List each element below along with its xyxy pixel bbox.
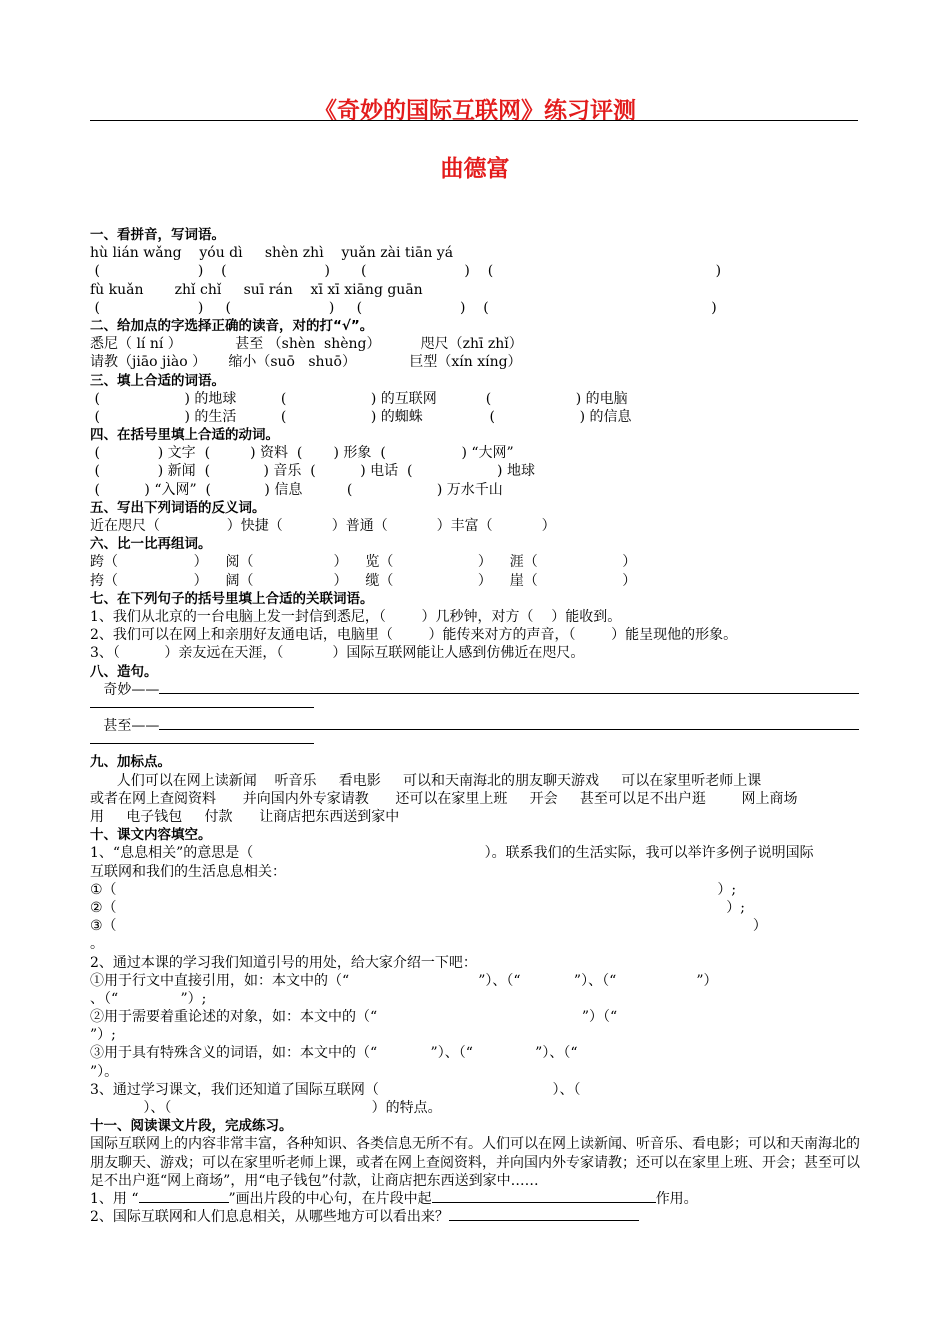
document-title: 《奇妙的国际互联网》练习评测 (314, 98, 636, 124)
section-heading: 六、比一比再组词。 (90, 536, 212, 553)
worksheet-line: 跨（ ） 阅（ ） 览（ ） 涯（ ） (90, 554, 637, 571)
section-heading: 四、在括号里填上合适的动词。 (90, 427, 279, 444)
sentence-line-1 (90, 681, 870, 699)
worksheet-line: ①用于行文中直接引用，如：本文中的（“ ”）、（“ ”）、（“ ”） (90, 972, 718, 989)
worksheet-line: 1、“息息相关”的意思是（ ）。联系我们的生活实际，我可以举许多例子说明国际 (90, 845, 814, 862)
worksheet-line: 国际互联网上的内容非常丰富，各种知识、各类信息无所不有。人们可以在网上读新闻、听音乐、看电影；可以和天南海北的朋友聊天、游戏；可以在家里听老师上课，或者在网上查阅资料，并向国内外专家请教；还可以在家里上班、开会；甚至可以足不出户逛“网上商场”，用“电子钱包”付款，让商店把东西送到家中…… (90, 1136, 860, 1189)
worksheet-line: ( ) 新闻 ( ) 音乐 ( ) 电话 ( ) 地球 (90, 463, 535, 480)
worksheet-line: 3、通过学习课文，我们还知道了国际互联网（ ）、（ (90, 1081, 581, 1098)
worksheet-line: 。 (90, 936, 104, 953)
worksheet-line: 2、通过本课的学习我们知道引号的用处，给大家介绍一下吧： (90, 954, 477, 971)
worksheet-line: 互联网和我们的生活息息相关： (90, 863, 286, 880)
worksheet-line: ( ) 的生活 ( ) 的蜘蛛 ( ) 的信息 (90, 408, 632, 425)
worksheet-line: ( ) “入网” ( ) 信息 ( ) 万水千山 (90, 481, 503, 498)
worksheet-line: 近在咫尺（ ）快捷（ ）普通（ ）丰富（ ） (90, 518, 556, 534)
author-name: 曲德富 (440, 156, 510, 182)
worksheet-line: fù kuǎn zhǐ chǐ suī rán xī xī xiāng guān (90, 281, 423, 298)
worksheet-line: 请教（jiāo jiào ） 缩小（suō shuō） 巨型（xín xíng） (90, 354, 522, 371)
worksheet-line: ( ) ( ) ( ) ( ) (90, 299, 717, 316)
worksheet-line: ”）; (90, 1027, 116, 1044)
worksheet-line: ③用于具有特殊含义的词语，如：本文中的（“ ”）、（“ ”）、（“ (90, 1045, 578, 1062)
reading-question-1: 1、用 “ ”画出片段的中心句，在片段中起 作用。 (90, 1190, 698, 1207)
sentence-line-2 (90, 717, 870, 735)
sentence-prompt-2: 甚至—— (103, 718, 160, 735)
worksheet-line: ”）。 (90, 1063, 119, 1080)
worksheet-line: hù lián wǎng yóu dì shèn zhì yuǎn zài tiān yá (90, 245, 454, 262)
worksheet-line: 用 电子钱包 付款 让商店把东西送到家中 (90, 809, 400, 825)
answer-blank[interactable] (139, 1190, 229, 1203)
worksheet-line: 1、我们从北京的一台电脑上发一封信到悉尼，（ ）几秒钟，对方（ ）能收到。 (90, 608, 622, 625)
section-heading: 十一、阅读课文片段，完成练习。 (90, 1118, 293, 1135)
section-heading: 七、在下列句子的括号里填上合适的关联词语。 (90, 590, 374, 607)
worksheet-line: ②（ ）; (90, 899, 745, 916)
answer-line-short-1[interactable] (90, 699, 870, 717)
worksheet-line: ③（ ） (90, 918, 767, 935)
worksheet-line: 悉尼（ lí ní ） 甚至 （shèn shèng） 咫尺（zhī zhǐ） (90, 336, 523, 353)
worksheet-line: ）、（ ）的特点。 (90, 1100, 442, 1116)
exercise-part-2 (90, 753, 870, 1190)
worksheet-line: ( ) ( ) ( ) ( ) (90, 263, 722, 280)
answer-line-short-2[interactable] (90, 735, 870, 753)
section-heading: 一、看拼音，写词语。 (90, 227, 225, 243)
section-heading: 八、造句。 (90, 663, 158, 680)
worksheet-line: ①（ ）; (90, 881, 737, 898)
worksheet-body (90, 226, 870, 1226)
worksheet-line: 3、（ ）亲友远在天涯，（ ）国际互联网能让人感到仿佛近在咫尺。 (90, 645, 585, 662)
answer-blank[interactable] (449, 1208, 639, 1221)
section-heading: 五、写出下列词语的反义词。 (90, 499, 266, 516)
title-rule (90, 120, 858, 121)
answer-blank[interactable] (432, 1190, 656, 1203)
section-heading: 二、给加点的字选择正确的读音，对的打“√”。 (90, 317, 374, 334)
worksheet-line: 人们可以在网上读新闻 听音乐 看电影 可以和天南海北的朋友聊天游戏 可以在家里听老师上课 (90, 772, 762, 789)
section-heading: 十、课文内容填空。 (90, 827, 212, 844)
worksheet-line: 2、我们可以在网上和亲朋好友通电话，电脑里（ ）能传来对方的声音，（ ）能呈现他的形象。 (90, 627, 738, 644)
section-heading: 三、填上合适的词语。 (90, 372, 225, 389)
reading-question-2: 2、国际互联网和人们息息相关，从哪些地方可以看出来？ (90, 1208, 870, 1226)
worksheet-line: 挎（ ） 阔（ ） 缆（ ） 崖（ ） (90, 572, 637, 589)
worksheet-line: ( ) 的地球 ( ) 的互联网 ( ) 的电脑 (90, 390, 628, 407)
exercise-part-1 (90, 226, 870, 681)
sentence-prompt-1: 奇妙—— (103, 681, 160, 698)
worksheet-line: ( ) 文字 ( ) 资料 ( ) 形象 ( ) “大网” (90, 445, 514, 462)
answer-line[interactable] (159, 681, 859, 694)
worksheet-line: 、（“ ”）; (90, 990, 207, 1007)
worksheet-line: 或者在网上查阅资料 并向国内外专家请教 还可以在家里上班 开会 甚至可以足不出户逛 网上商场 (90, 790, 798, 807)
section-heading: 九、加标点。 (90, 754, 171, 771)
worksheet-line: ②用于需要着重论述的对象，如：本文中的（“ ”）（“ (90, 1009, 618, 1026)
answer-line[interactable] (159, 717, 859, 730)
